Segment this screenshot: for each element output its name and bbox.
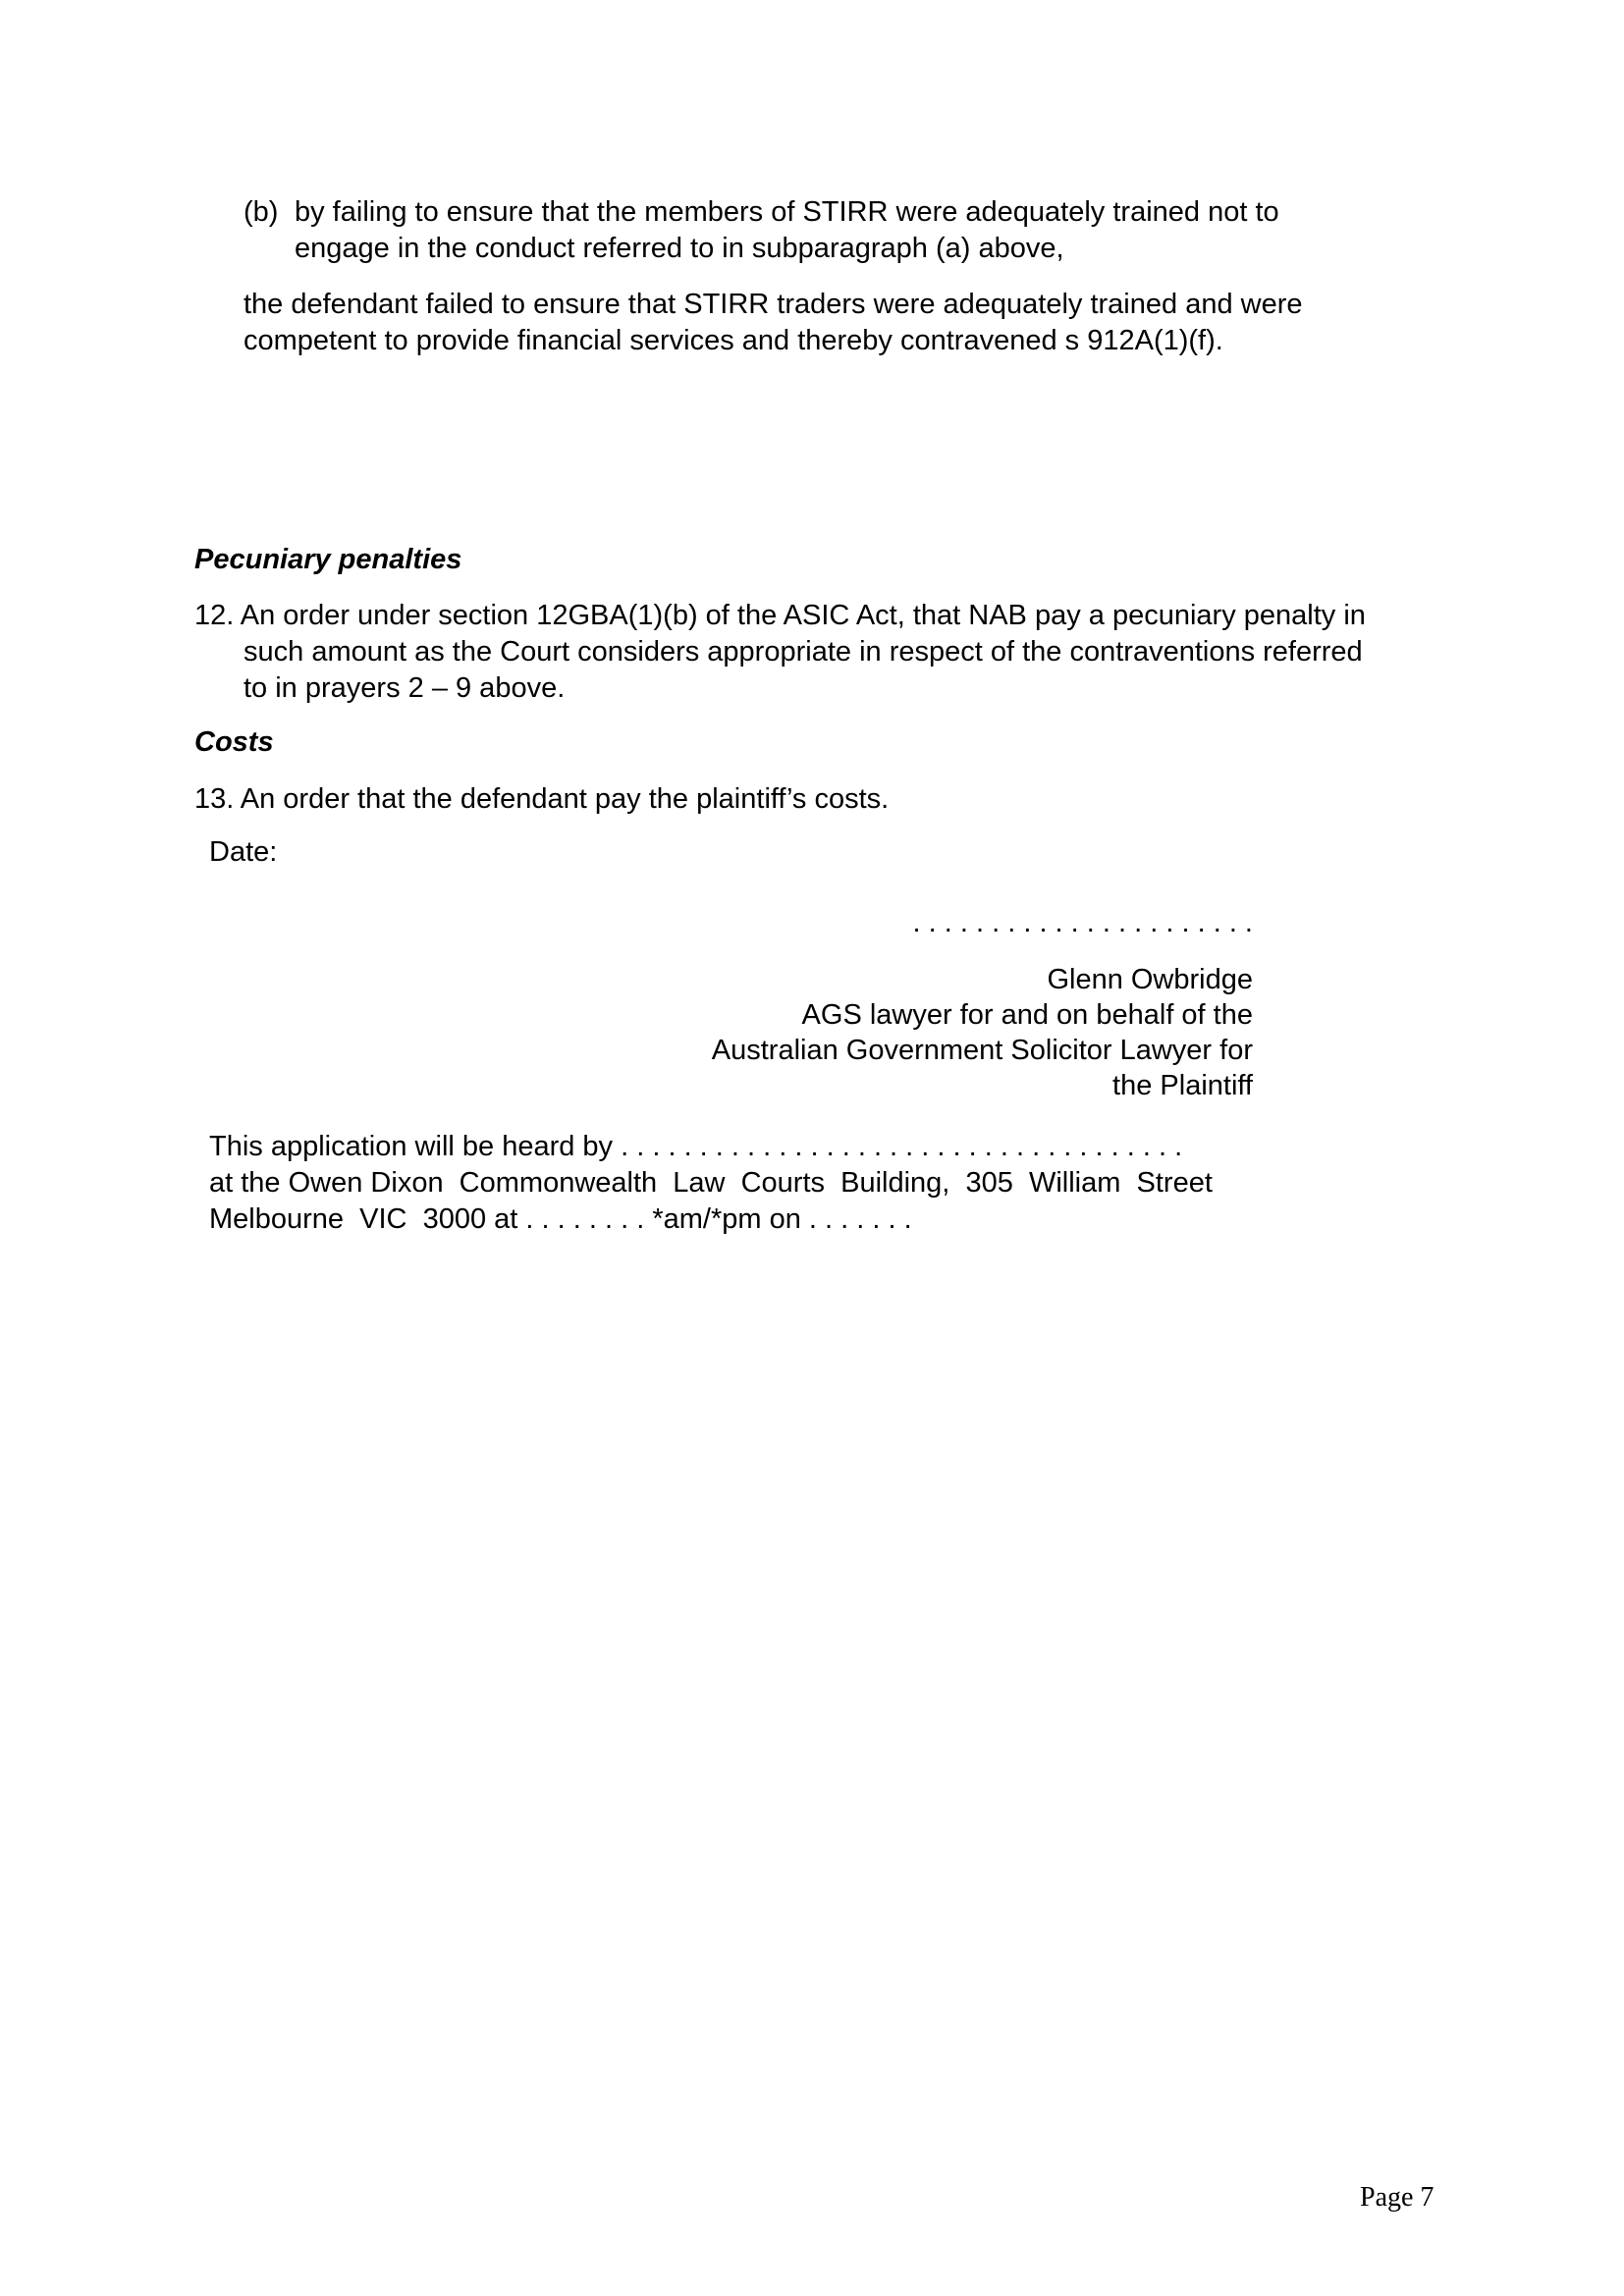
costs-heading: Costs: [194, 726, 274, 758]
signature-dots: . . . . . . . . . . . . . . . . . . . . . .: [912, 907, 1253, 938]
prayer-13: 13. An order that the defendant pay the plaintiff’s costs.: [194, 783, 890, 815]
hearing-line-3: Melbourne VIC 3000 at . . . . . . . . *am/*pm on . . . . . . .: [209, 1203, 912, 1235]
date-label: Date:: [209, 836, 278, 868]
conclusion-line-1: the defendant failed to ensure that STIRR traders were adequately trained and were: [244, 289, 1303, 320]
signatory-name: Glenn Owbridge: [1047, 964, 1253, 995]
conclusion-line-2: competent to provide financial services and thereby contravened s 912A(1)(f).: [244, 325, 1223, 356]
signatory-role-line-3: the Plaintiff: [1112, 1070, 1253, 1101]
para-b-line-1: by failing to ensure that the members of STIRR were adequately trained not to: [295, 196, 1279, 228]
prayer-12-line-2: such amount as the Court considers appropriate in respect of the contraventions referred: [244, 636, 1363, 667]
para-b-label: (b): [244, 196, 279, 228]
prayer-12-line-1: 12. An order under section 12GBA(1)(b) of the ASIC Act, that NAB pay a pecuniary penalty in: [194, 600, 1366, 631]
prayer-12-line-3: to in prayers 2 – 9 above.: [244, 672, 566, 704]
para-b-line-2: engage in the conduct referred to in subparagraph (a) above,: [295, 233, 1064, 264]
hearing-line-1: This application will be heard by . . . . . . . . . . . . . . . . . . . . . . . . . . . . . . . . . . . .: [209, 1131, 1183, 1162]
signatory-role-line-2: Australian Government Solicitor Lawyer for: [711, 1035, 1253, 1066]
signatory-role-line-1: AGS lawyer for and on behalf of the: [801, 999, 1253, 1031]
pecuniary-heading: Pecuniary penalties: [194, 544, 462, 575]
page-number: Page 7: [1360, 2182, 1435, 2213]
hearing-line-2: at the Owen Dixon Commonwealth Law Courts Building, 305 William Street: [209, 1167, 1213, 1199]
